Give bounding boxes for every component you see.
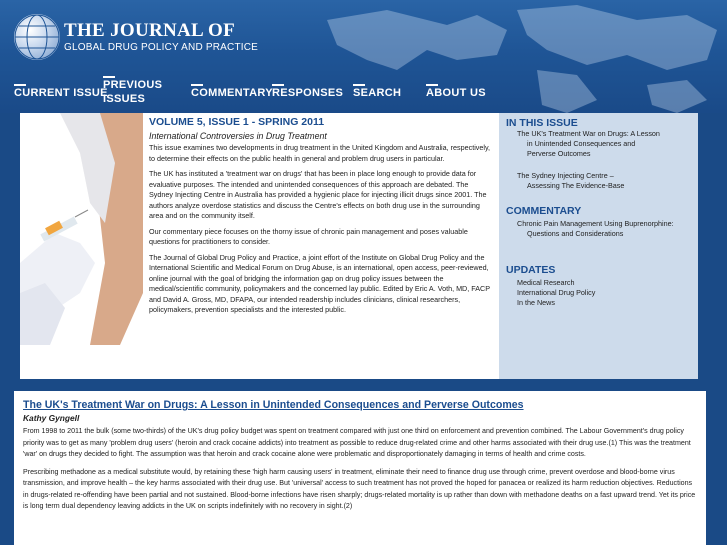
sidebar-link-chronic-pain[interactable] xyxy=(517,219,692,239)
issue-paragraph: Our commentary piece focuses on the thorny issue of chronic pain management and poses valuable questions for practitioners to consider. xyxy=(149,226,468,246)
right-margin xyxy=(698,113,727,379)
issue-panel xyxy=(20,113,499,379)
main-nav xyxy=(0,72,727,112)
sidebar-link-in-the-news[interactable]: In the News xyxy=(517,298,555,307)
nav-current-issue[interactable]: CURRENT ISSUE xyxy=(14,87,108,99)
sidebar-link-medical-research[interactable]: Medical Research xyxy=(517,278,575,287)
sidebar-link-line: Questions and Considerations xyxy=(527,229,624,238)
issue-paragraph: The UK has instituted a 'treatment war on drugs' that has been in place long enough to provide data for evaluative purposes. The intended and unintended consequences of this approach are debated. The Sydney Injecting Centre in Australia has provided a hygienic place for injecting illicit drugs since 2001. The authors analyze overdose statistics and discuss the Centre's effects on both drug use in the surrounding area and on the community itself. xyxy=(149,169,487,220)
logo-title[interactable]: THE JOURNAL OF xyxy=(64,20,235,41)
site-header xyxy=(0,0,727,113)
sidebar-link-line: Assessing The Evidence-Base xyxy=(527,181,625,190)
sidebar-link-line: in Unintended Consequences and xyxy=(527,139,636,148)
sidebar-heading-commentary: COMMENTARY xyxy=(506,205,582,217)
sidebar xyxy=(499,113,698,379)
nav-about-us[interactable]: ABOUT US xyxy=(426,87,486,99)
sidebar-link-sydney[interactable] xyxy=(517,171,692,191)
issue-paragraph: The Journal of Global Drug Policy and Practice, a joint effort of the Institute on Global Drug Policy and the International Scientific and Medical Forum on Drug Abuse, is an international, open access, peer-reviewed, online journal with the goal of bridging the information gap on drug policy issues between the medical/scientific community, policymakers and the concerned lay public. Edited by Eric A. Voth, MD, FACP and David A. Gross, MD, DFAPA, our intended readership includes clinicians, clinical researchers, policymakers, prevention specialists and the interested public. xyxy=(149,252,490,314)
nav-search[interactable]: SEARCH xyxy=(353,87,402,99)
sidebar-link-uk-war[interactable] xyxy=(517,129,692,159)
nav-previous-issues[interactable]: PREVIOUS ISSUES xyxy=(103,78,173,106)
nav-commentary[interactable]: COMMENTARY xyxy=(191,87,273,99)
injection-photo xyxy=(20,113,143,345)
article-paragraph: Prescribing methadone as a medical substitute would, by retaining these 'high harm causing users' in treatment, eliminate their need to finance drug use through crime, prevent overdose and blood-borne virus transmission, and improve health – the key harms associated with their drug use. But 'universal' access to such treatment has not proved the hoped for panacea or realized its harm reduction objectives. Reductions in drugs-related re-offending have been partial and not sustained. Blood-borne infections have risen sharply; drugs-related mortality is up rather than down with methadone deaths on a fast upward trend. Yet its price is long term dual dependency leaving addicts in the UK on scripts indefinitely with no recovery in sight.(2) xyxy=(23,467,696,510)
sidebar-link-line: The UK's Treatment War on Drugs: A Lesson xyxy=(517,129,660,138)
sidebar-link-line: Perverse Outcomes xyxy=(527,149,591,158)
nav-responses[interactable]: RESPONSES xyxy=(272,87,344,99)
article-author: Kathy Gyngell xyxy=(23,413,80,423)
sidebar-heading-in-this-issue: IN THIS ISSUE xyxy=(506,117,578,129)
sidebar-link-intl-drug-policy[interactable]: International Drug Policy xyxy=(517,288,596,297)
logo-subtitle[interactable]: GLOBAL DRUG POLICY AND PRACTICE xyxy=(64,42,259,53)
sidebar-link-line: The Sydney Injecting Centre – xyxy=(517,171,614,180)
issue-volume: VOLUME 5, ISSUE 1 - SPRING 2011 xyxy=(149,116,325,128)
article-body xyxy=(23,426,699,519)
issue-subtitle: International Controversies in Drug Treatment xyxy=(149,130,327,141)
sidebar-heading-updates: UPDATES xyxy=(506,264,556,276)
issue-paragraph: This issue examines two developments in drug treatment in the United Kingdom and Australia, respectively, to determine their effects on the public health in general and problem drug users in particular. xyxy=(149,143,491,163)
globe-logo-icon[interactable] xyxy=(14,14,60,60)
article-title-link[interactable]: The UK's Treatment War on Drugs: A Lesson in Unintended Consequences and Perverse Outcomes xyxy=(23,399,524,411)
article-paragraph: From 1998 to 2011 the bulk (some two-thirds) of the UK's drug policy budget was spent on treatment compared with just one third on enforcement and prevention combined. The Labour Government's drug policy priority was to get as many 'problem drug users' (heroin and crack cocaine addicts) into treatment as possible to reduce drug-related crime and other harms associated with their drug use.(1) This was the treatment 'war' on drugs they decided to fight. The assumption was that heroin and crack cocaine alone were problematic and disproportionately damaging in terms of health and crime costs. xyxy=(23,427,691,458)
sidebar-link-line: Chronic Pain Management Using Buprenorphine: xyxy=(517,219,674,228)
featured-article xyxy=(14,391,706,545)
issue-content xyxy=(149,117,493,321)
